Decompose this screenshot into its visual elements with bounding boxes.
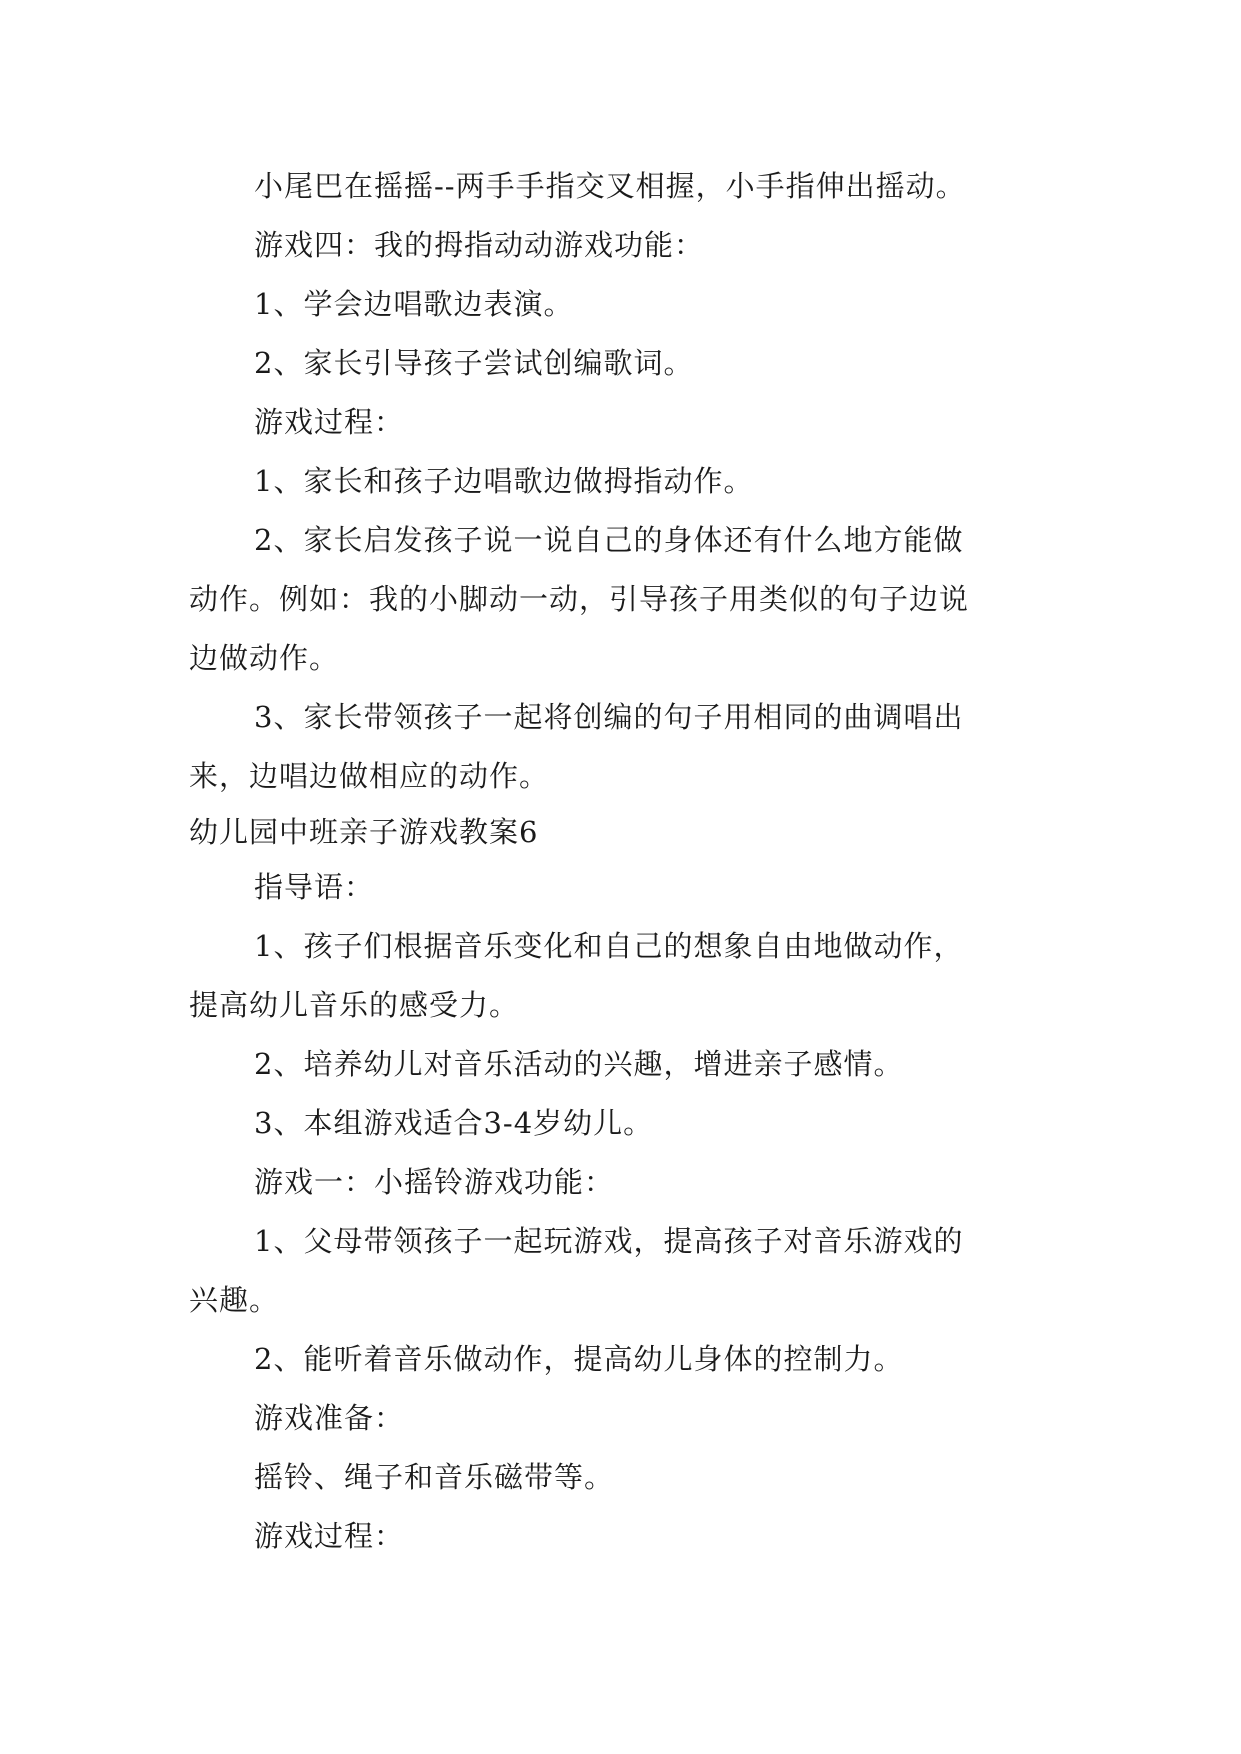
list-item: 2、家长启发孩子说一说自己的身体还有什么地方能做 — [254, 523, 964, 557]
paragraph-line: 小尾巴在摇摇--两手手指交叉相握，小手指伸出摇动。 — [254, 169, 966, 203]
section-heading: 游戏一：小摇铃游戏功能： — [254, 1165, 615, 1199]
section-heading: 游戏过程： — [254, 1519, 405, 1553]
list-item: 3、家长带领孩子一起将创编的句子用相同的曲调唱出 — [254, 700, 964, 734]
paragraph-continuation: 动作。例如：我的小脚动一动，引导孩子用类似的句子边说 — [189, 582, 970, 616]
document-body — [189, 157, 1069, 1566]
list-item: 2、培养幼儿对音乐活动的兴趣，增进亲子感情。 — [254, 1047, 904, 1081]
paragraph-continuation: 边做动作。 — [189, 641, 340, 675]
section-heading: 游戏过程： — [254, 405, 405, 439]
list-item: 1、孩子们根据音乐变化和自己的想象自由地做动作， — [254, 929, 964, 963]
list-item: 3、本组游戏适合3-4岁幼儿。 — [254, 1106, 654, 1140]
paragraph-line: 摇铃、绳子和音乐磁带等。 — [254, 1460, 615, 1494]
document-title: 幼儿园中班亲子游戏教案6 — [189, 815, 539, 849]
paragraph-continuation: 兴趣。 — [189, 1283, 280, 1317]
paragraph-continuation: 来，边唱边做相应的动作。 — [189, 759, 550, 793]
list-item: 2、能听着音乐做动作，提高幼儿身体的控制力。 — [254, 1342, 904, 1376]
list-item: 1、学会边唱歌边表演。 — [254, 287, 574, 321]
list-item: 2、家长引导孩子尝试创编歌词。 — [254, 346, 694, 380]
list-item: 1、家长和孩子边唱歌边做拇指动作。 — [254, 464, 754, 498]
section-heading: 游戏准备： — [254, 1401, 405, 1435]
paragraph-continuation: 提高幼儿音乐的感受力。 — [189, 988, 520, 1022]
section-heading: 游戏四：我的拇指动动游戏功能： — [254, 228, 705, 262]
section-heading: 指导语： — [254, 870, 375, 904]
list-item: 1、父母带领孩子一起玩游戏，提高孩子对音乐游戏的 — [254, 1224, 964, 1258]
